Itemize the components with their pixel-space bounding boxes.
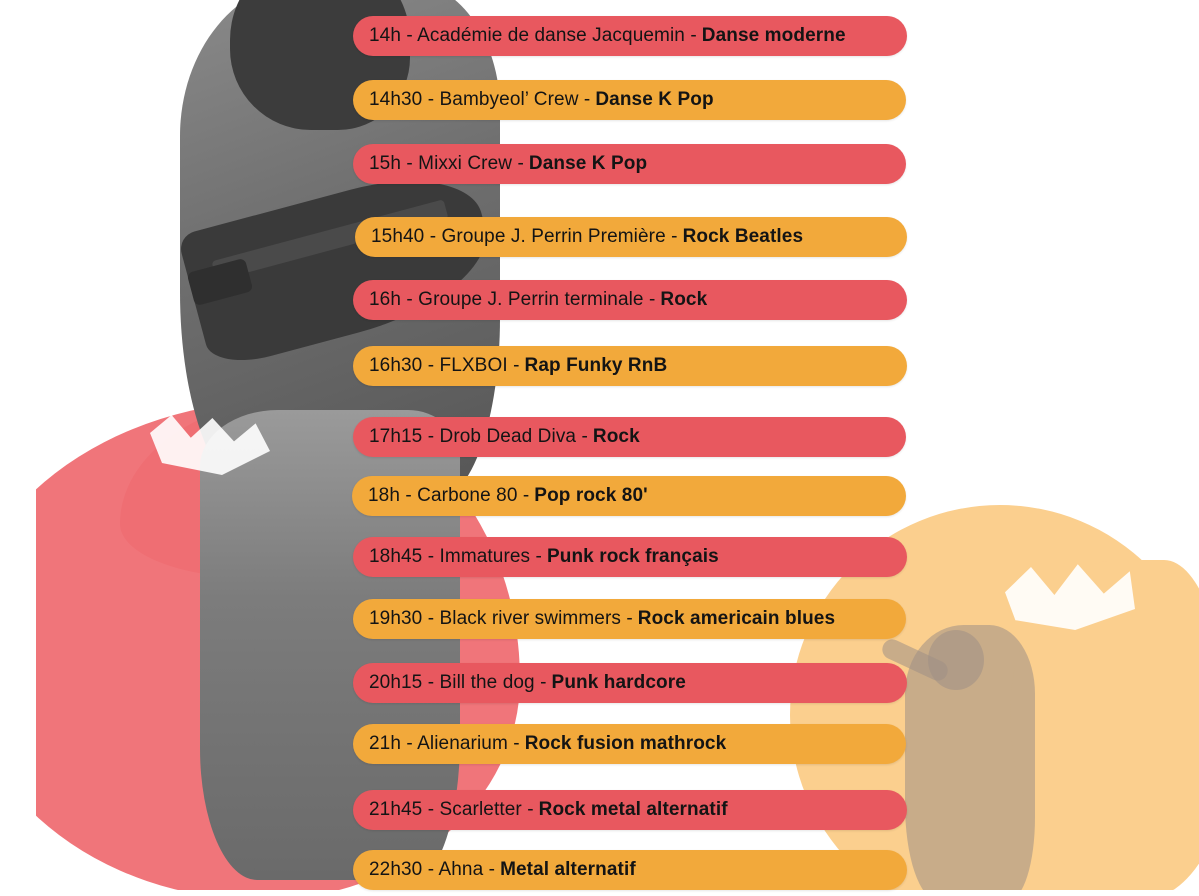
- schedule-slot: [353, 80, 906, 120]
- slot-time-artist: 14h - Académie de danse Jacquemin -: [369, 25, 697, 46]
- slot-genre: Rock Beatles: [682, 226, 804, 247]
- slot-genre: Danse moderne: [701, 25, 846, 46]
- slot-genre: Rock metal alternatif: [538, 799, 728, 820]
- schedule-slot: [353, 724, 906, 764]
- slot-time-artist: 14h30 - Bambyeol’ Crew -: [369, 89, 591, 110]
- schedule-slot: [353, 280, 907, 320]
- schedule-slot: [353, 417, 906, 457]
- slot-genre: Rock americain blues: [637, 608, 836, 629]
- slot-genre: Rap Funky RnB: [524, 355, 668, 376]
- slot-time-artist: 18h - Carbone 80 -: [368, 485, 530, 506]
- slot-time-artist: 17h15 - Drob Dead Diva -: [369, 426, 588, 447]
- slot-genre: Metal alternatif: [500, 859, 636, 880]
- slot-time-artist: 20h15 - Bill the dog -: [369, 672, 547, 693]
- slot-genre: Rock fusion mathrock: [524, 733, 727, 754]
- schedule-slot: [353, 537, 907, 577]
- slot-time-artist: 21h - Alienarium -: [369, 733, 520, 754]
- slot-genre: Rock: [660, 289, 708, 310]
- slot-genre: Danse K Pop: [528, 153, 648, 174]
- slot-time-artist: 18h45 - Immatures -: [369, 546, 542, 567]
- slot-genre: Danse K Pop: [595, 89, 714, 110]
- slot-time-artist: 16h - Groupe J. Perrin terminale -: [369, 289, 656, 310]
- schedule-slot: [353, 663, 907, 703]
- schedule-slot: [353, 346, 907, 386]
- schedule-slot: [352, 476, 906, 516]
- slot-genre: Rock: [592, 426, 640, 447]
- slot-genre: Punk hardcore: [551, 672, 686, 693]
- slot-time-artist: 15h - Mixxi Crew -: [369, 153, 524, 174]
- schedule-slot: [353, 790, 907, 830]
- slot-genre: Pop rock 80': [534, 485, 648, 506]
- schedule-slot: [353, 599, 906, 639]
- schedule-slot: [353, 16, 907, 56]
- slot-time-artist: 15h40 - Groupe J. Perrin Première -: [371, 226, 678, 247]
- slot-genre: Punk rock français: [546, 546, 719, 567]
- slot-time-artist: 21h45 - Scarletter -: [369, 799, 534, 820]
- schedule-slot: [353, 144, 906, 184]
- slot-time-artist: 16h30 - FLXBOI -: [369, 355, 520, 376]
- slot-time-artist: 22h30 - Ahna -: [369, 859, 496, 880]
- slot-time-artist: 19h30 - Black river swimmers -: [369, 608, 633, 629]
- schedule-slot: [355, 217, 907, 257]
- schedule-slot: [353, 850, 907, 890]
